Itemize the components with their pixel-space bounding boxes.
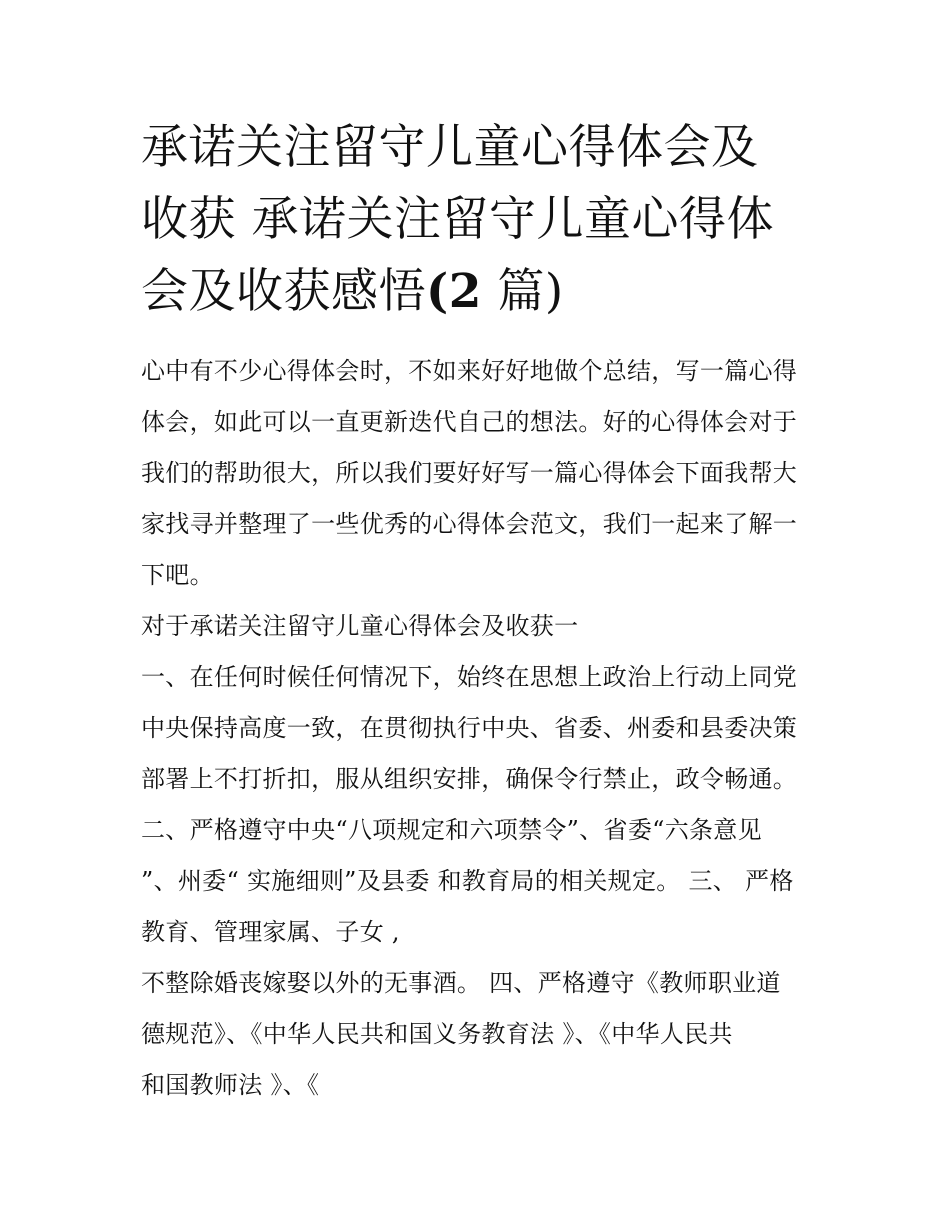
document-body xyxy=(141,346,821,1111)
body-line: 一、在任何时候任何情况下，始终在思想上政治上行动上同党 xyxy=(141,663,798,691)
body-line: 中央保持高度一致，在贯彻执行中央、省委、州委和县委决策 xyxy=(141,714,798,742)
title-line-2: 收获 承诺关注留守儿童心得体 xyxy=(141,192,774,247)
body-line: 二、严格遵守中央“八项规定和六项禁令”、省委“六条意见 xyxy=(141,816,762,844)
body-line: 家找寻并整理了一些优秀的心得体会范文，我们一起来了解一 xyxy=(141,510,798,538)
body-line: 不整除婚丧嫁娶以外的无事酒。 四、严格遵守《教师职业道 xyxy=(141,969,781,997)
section-heading: 对于承诺关注留守儿童心得体会及收获一 xyxy=(141,612,579,640)
document-title xyxy=(141,112,821,328)
body-line: ”、州委“ 实施细则”及县委 和教育局的相关规定。 三、 严格 xyxy=(141,867,794,895)
document-content xyxy=(141,112,821,1111)
title-line-3: 会及收获感悟 xyxy=(141,264,426,319)
body-line: 我们的帮助很大，所以我们要好好写一篇心得体会下面我帮大 xyxy=(141,459,798,487)
body-line: 德规范》、《中华人民共和国义务教育法 》、《中华人民共 xyxy=(141,1020,733,1048)
title-line-3-end: 篇) xyxy=(481,264,564,319)
body-line: 教育、管理家属、子女 , xyxy=(141,918,400,946)
title-line-1: 承诺关注留守儿童心得体会及 xyxy=(141,120,759,175)
body-line: 和国教师法 》、《 xyxy=(141,1071,320,1099)
body-line: 下吧。 xyxy=(141,561,214,589)
body-line: 体会，如此可以一直更新迭代自己的想法。好的心得体会对于 xyxy=(141,408,798,436)
body-line: 心中有不少心得体会时，不如来好好地做个总结，写一篇心得 xyxy=(141,357,798,385)
body-line: 部署上不打折扣，服从组织安排，确保令行禁止，政令畅通。 xyxy=(141,765,798,793)
title-count: (2 xyxy=(426,264,482,319)
